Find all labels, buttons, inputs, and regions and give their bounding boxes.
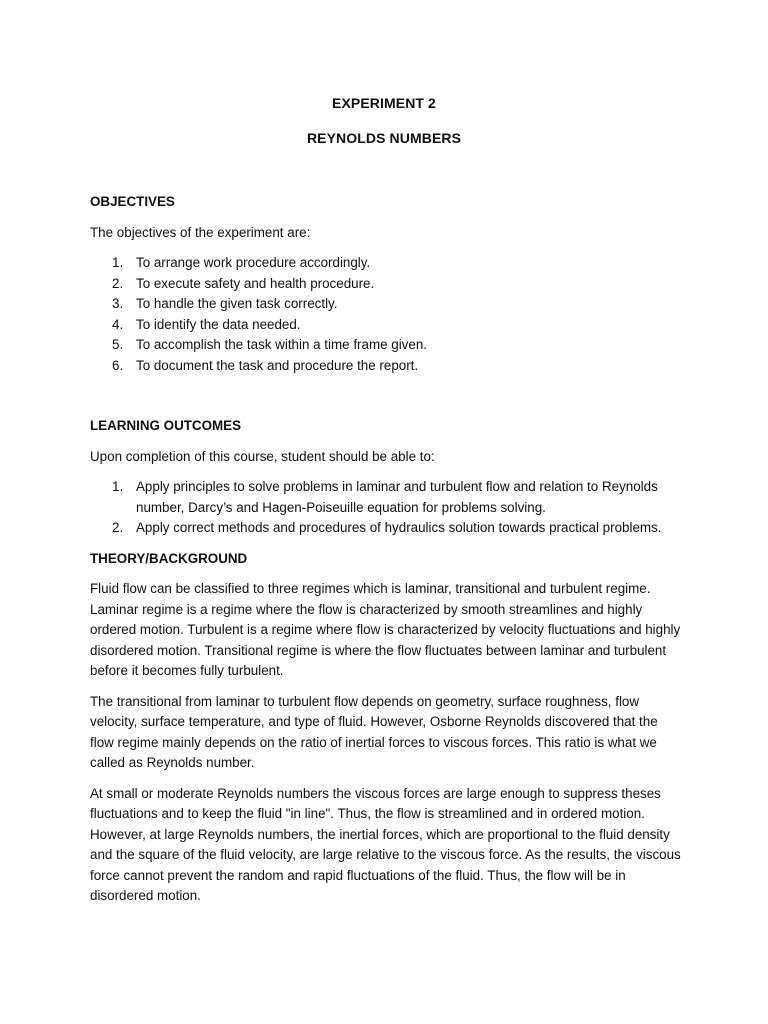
list-number: 5. <box>112 337 124 352</box>
objectives-heading: OBJECTIVES <box>90 194 175 209</box>
list-item <box>90 253 682 274</box>
list-item <box>90 518 682 539</box>
list-item <box>90 294 682 315</box>
objectives-list <box>90 253 682 376</box>
theory-paragraph: Fluid flow can be classified to three regimes which is laminar, transitional and turbulent regime. Laminar regime is a regime where the flow is characterized by smooth streamlines and highly ordered motion. Turbulent is a regime where flow is characterized by velocity fluctuations and highly disordered motion. Transitional regime is where the flow fluctuates between laminar and turbulent before it becomes fully turbulent. <box>90 581 681 678</box>
list-item <box>90 315 682 336</box>
learning-outcomes-intro: Upon completion of this course, student should be able to: <box>90 448 435 464</box>
list-number: 3. <box>112 296 124 311</box>
list-text: To document the task and procedure the report. <box>136 357 419 373</box>
theory-heading: THEORY/BACKGROUND <box>90 550 248 566</box>
theory-paragraph: At small or moderate Reynolds numbers the viscous forces are large enough to suppress theses fluctuations and to keep the fluid "in line". Thus, the flow is streamlined and in ordered motion. However, at large Reynolds numbers, the inertial forces, which are proportional to the fluid density and the square of the fluid velocity, are large relative to the viscous force. As the results, the viscous force cannot prevent the random and rapid fluctuations of the fluid. Thus, the flow will be in disordered motion. <box>90 785 681 903</box>
list-text: To accomplish the task within a time frame given. <box>136 337 427 352</box>
list-text: To handle the given task correctly. <box>136 296 338 311</box>
list-text: To execute safety and health procedure. <box>136 275 375 291</box>
list-item <box>90 477 682 518</box>
list-item <box>90 356 682 377</box>
list-text: Apply principles to solve problems in laminar and turbulent flow and relation to Reynolds number, Darcy’s and Hagen-Poiseuille equation for problems solving. <box>136 479 658 515</box>
learning-outcomes-list <box>90 477 682 539</box>
list-number: 2. <box>112 275 124 291</box>
list-item <box>90 335 682 356</box>
list-text: To identify the data needed. <box>136 316 301 332</box>
learning-outcomes-heading: LEARNING OUTCOMES <box>90 418 242 433</box>
list-text: To arrange work procedure accordingly. <box>136 255 371 270</box>
experiment-subtitle: REYNOLDS NUMBERS <box>306 130 462 146</box>
list-item <box>90 274 682 295</box>
document-body <box>90 192 682 907</box>
list-text: Apply correct methods and procedures of hydraulics solution towards practical problems. <box>136 520 662 535</box>
objectives-intro: The objectives of the experiment are: <box>90 224 311 240</box>
list-number: 6. <box>112 357 124 373</box>
list-number: 1. <box>112 479 124 494</box>
experiment-title: EXPERIMENT 2 <box>332 95 436 111</box>
list-number: 1. <box>112 255 124 270</box>
list-number: 4. <box>112 316 124 332</box>
list-number: 2. <box>112 520 124 535</box>
theory-paragraph: The transitional from laminar to turbulent flow depends on geometry, surface roughness, flow velocity, surface temperature, and type of fluid. However, Osborne Reynolds discovered that the flow regime mainly depends on the ratio of inertial forces to viscous forces. This ratio is what we called as Reynolds number. <box>90 693 658 770</box>
